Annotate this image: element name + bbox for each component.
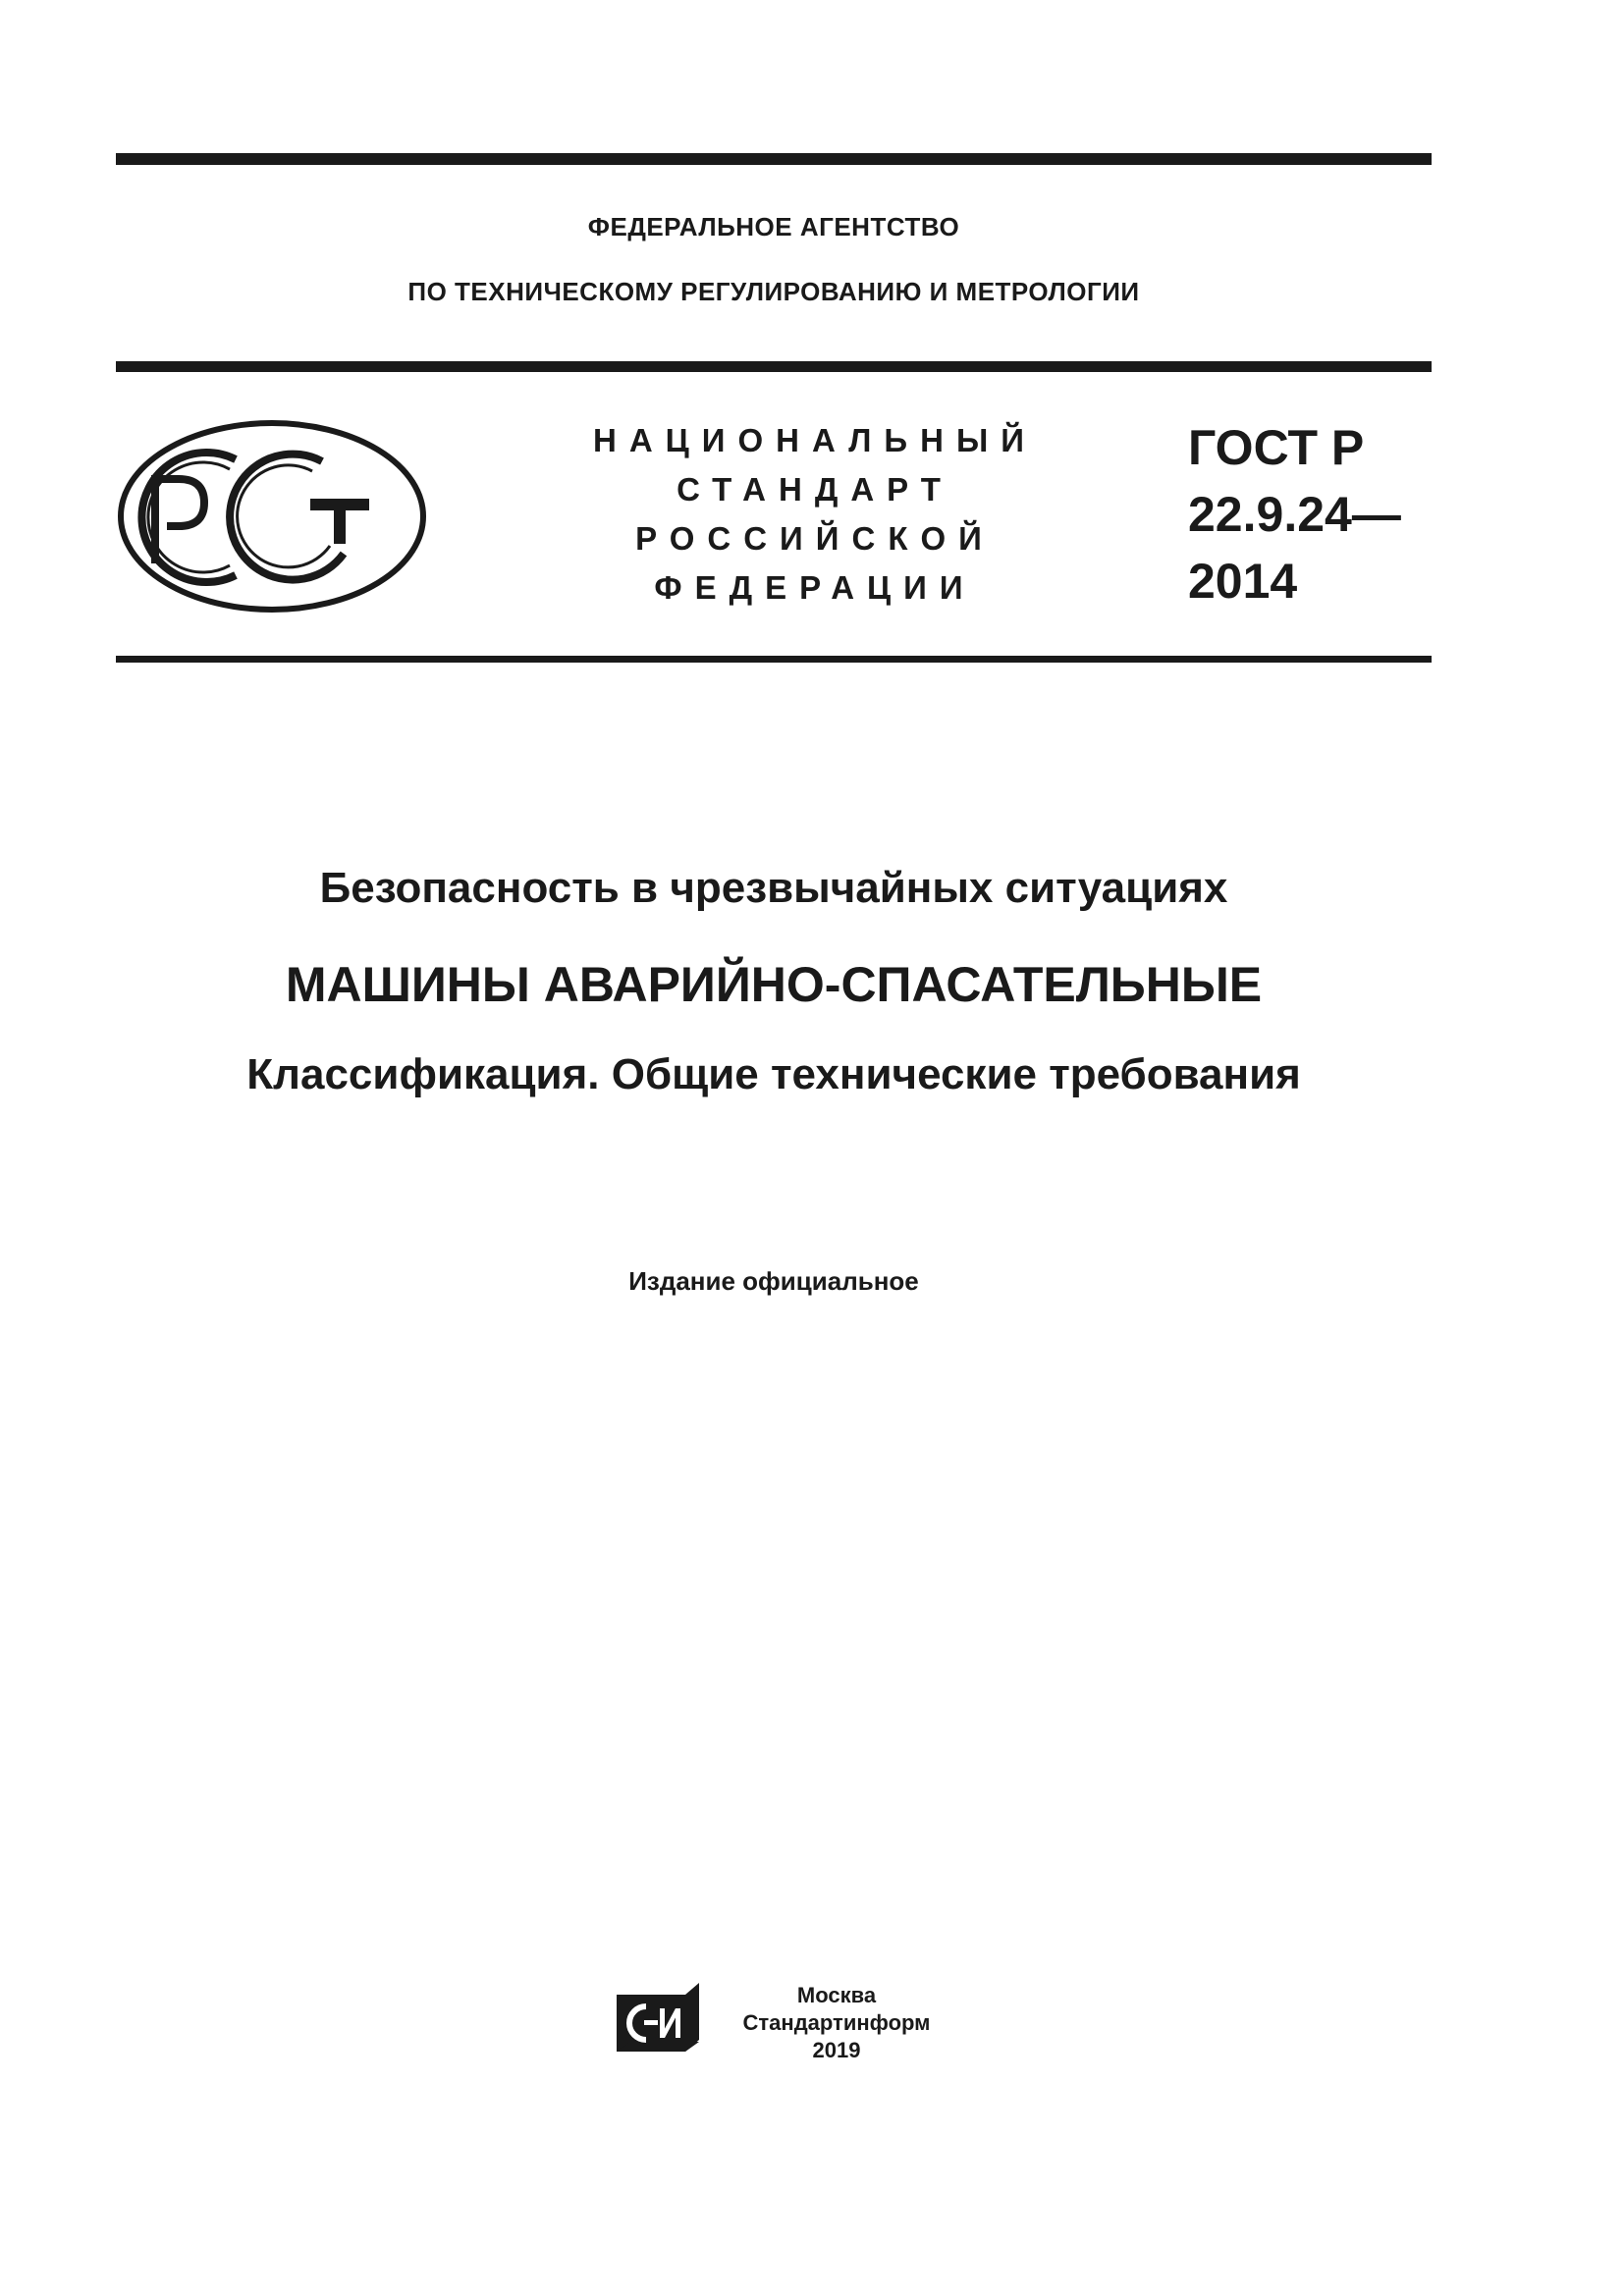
standard-code-line: 2014	[1188, 554, 1298, 609]
agency-line-2: ПО ТЕХНИЧЕСКОМУ РЕГУЛИРОВАНИЮ И МЕТРОЛОГИИ	[407, 277, 1140, 306]
series-title: Безопасность в чрезвычайных ситуациях	[319, 864, 1228, 912]
gost-r-emblem-icon	[116, 418, 428, 614]
publisher-year: 2019	[812, 2038, 861, 2062]
national-standard-line: ФЕДЕРАЦИИ	[654, 569, 976, 606]
subtitle: Классификация. Общие технические требования	[246, 1050, 1301, 1098]
main-title: МАШИНЫ АВАРИЙНО-СПАСАТЕЛЬНЫЕ	[285, 957, 1263, 1012]
standard-code-line: ГОСТ Р	[1188, 420, 1365, 475]
standard-block-rule	[116, 656, 1432, 663]
national-standard-line: РОССИЙСКОЙ	[635, 520, 995, 557]
national-standard-line: НАЦИОНАЛЬНЫЙ	[593, 422, 1037, 458]
national-standard-line: СТАНДАРТ	[677, 471, 953, 507]
top-rule	[116, 153, 1432, 165]
standard-code-line: 22.9.24—	[1188, 487, 1401, 542]
agency-line-1: ФЕДЕРАЛЬНОЕ АГЕНТСТВО	[587, 212, 960, 241]
standartinform-logo-icon	[611, 1981, 705, 2057]
publisher-city: Москва	[796, 1983, 877, 2007]
edition-label: Издание официальное	[628, 1266, 919, 1296]
header-rule	[116, 361, 1432, 372]
publisher-name: Стандартинформ	[742, 2010, 931, 2035]
